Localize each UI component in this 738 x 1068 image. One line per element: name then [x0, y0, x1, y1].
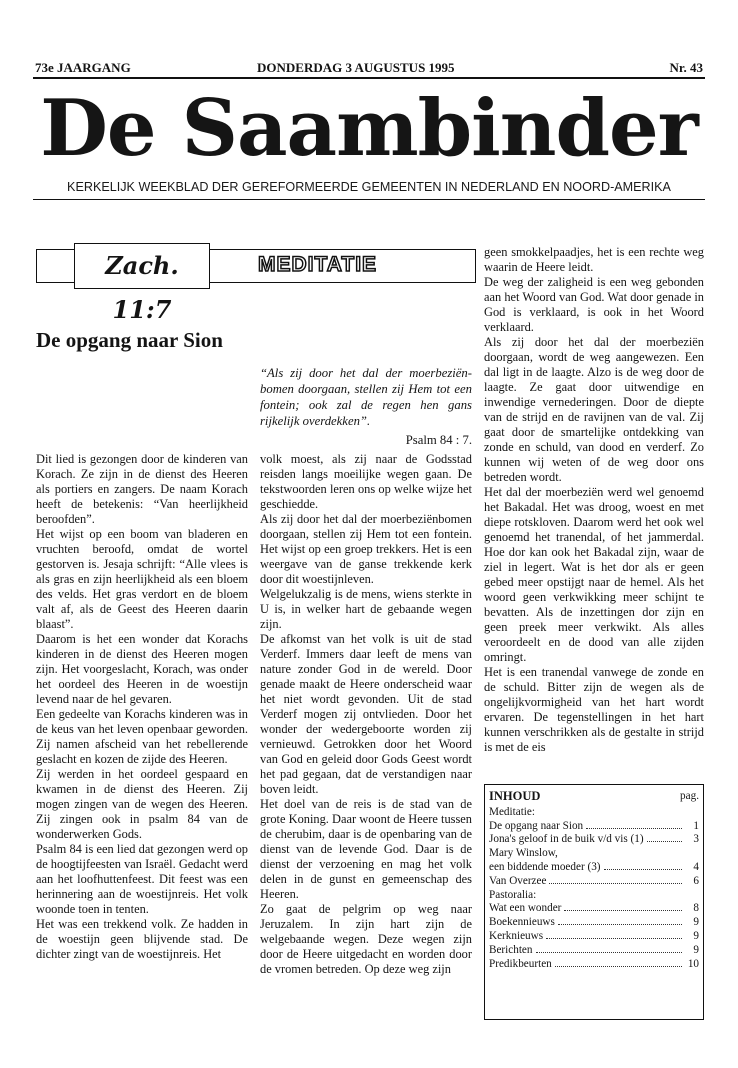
- paragraph: Zij werden in het oordeel gespaard en kwamen in de dienst des Heeren. Zij mogen zingen van de wegen des Heeren. Zij zingen ook in psalm 84 van de wonderwerken Gods.: [36, 767, 248, 841]
- toc-entry-title: De opgang naar Sion: [489, 819, 584, 832]
- toc-entry-title: Boekennieuws: [489, 916, 555, 929]
- article-column-3: [484, 245, 704, 765]
- toc-entry-title: Kerknieuws: [489, 929, 544, 942]
- toc-entry-page: 10: [687, 957, 699, 970]
- toc-entry[interactable]: [489, 916, 699, 930]
- toc-entry-page: 6: [693, 874, 699, 887]
- issue-number: Nr. 43: [669, 60, 703, 75]
- paragraph: De afkomst van het volk is uit de stad Verderf. Immers daar leeft de mens van nature zonder God in de wereld. Door genade maakt de Heere onderscheid waar het niet wordt gevonden. Uit de stad Verderf mogen zij ontvlieden. Door het wonder der wedergeboorte worden zij vernieuwd. Getrokken door het Woord van God en geleid door Gods Geest wordt het pad gegaan, dat de verstandigen naar boven leidt.: [260, 632, 472, 796]
- paragraph: Het wijst op een boom van bladeren en vruchten beroofd, omdat de wortel gestorven is. Jesaja schrijft: “Alle vlees is als gras en zijn heerlijkheid als een bloem des velds. Het gras verdort en de bloem valt af, als de Geest des Heeren daarin blaast”.: [36, 527, 248, 631]
- toc-leader: [564, 910, 682, 911]
- toc-leader: [558, 924, 682, 925]
- section-banner: [36, 243, 476, 324]
- toc-entry-page: 4: [693, 860, 699, 873]
- paragraph: volk moest, als zij naar de Godsstad reisden langs moeilijke wegen gaan. De tekstwoorden leren ons op welke wijze het geschiedde.: [260, 452, 472, 511]
- toc-entry-page: 9: [693, 943, 699, 956]
- paragraph: Het doel van de reis is de stad van de grote Koning. Daar woont de Heere tussen de cherubim, daar is de openbaring van de dienst van de levende God. Daar is de dienst der verzoening en mag het volk delen in de gunst en gemeenschap des Heeren.: [260, 797, 472, 901]
- toc-page-label: pag.: [680, 790, 699, 802]
- article-column-2: [260, 452, 472, 1020]
- paragraph: Het was een trekkend volk. Ze hadden in de woestijn geen blijvende stad. De dichter zingt van de woestijnreis. Het: [36, 917, 248, 961]
- masthead-subtitle: KERKELIJK WEEKBLAD DER GEREFORMEERDE GEMEENTEN IN NEDERLAND EN NOORD-AMERIKA: [67, 180, 671, 194]
- toc-category: Pastoralia:: [489, 888, 537, 901]
- toc-category: Meditatie:: [489, 805, 535, 818]
- toc-entry[interactable]: [489, 958, 699, 972]
- subtitle-rule: [33, 199, 705, 200]
- toc-entry-title: Van Overzee: [489, 874, 547, 887]
- paragraph: Dit lied is gezongen door de kinderen van Korach. Ze zijn in de dienst des Heeren als portiers en zangers. De naam Korach heeft de betekenis: “Van heerlijkheid beroofden”.: [36, 452, 248, 526]
- text-quote: “Als zij door het dal der moerbeziën-bomen doorgaan, stellen zij Hem tot een fontein; ook zal de regen hen gans rijkelijk overdekken”.: [260, 366, 472, 428]
- top-rule: [33, 77, 705, 79]
- toc-entry-page: 9: [693, 916, 699, 929]
- toc-entry[interactable]: [489, 833, 699, 847]
- table-of-contents: [484, 784, 704, 1020]
- paragraph: Als zij door het dal der moerbeziënbomen doorgaan, stellen zij Hem tot een fontein. Het wijst op een groep trekkers. Het is een weergave van de ganse trekkende kerk door dit woestijnleven.: [260, 512, 472, 586]
- toc-entry-page: 8: [693, 902, 699, 915]
- toc-leader: [586, 828, 682, 829]
- toc-entry-title: Wat een wonder: [489, 902, 562, 915]
- article-column-1: [36, 452, 248, 1020]
- toc-leader: [549, 883, 682, 884]
- paragraph: Welgelukzalig is de mens, wiens sterkte in U is, in welker hart de gebaande wegen zijn.: [260, 587, 472, 631]
- toc-title: INHOUD: [489, 789, 541, 803]
- masthead: De Saambinder: [40, 83, 698, 174]
- toc-entry-title: Jona's geloof in de buik v/d vis (1): [489, 833, 644, 846]
- paragraph: Als zij door het dal der moerbeziën doorgaan, wordt de weg aangewezen. Een dal ligt in de laagte. Alzo is de weg door de laagte. Ze gaat door uitwendige en inwendige vernederingen. Door de diepte van de strijd en de ravijnen van de val. Zij gaat door de smartelijke ontdekking van zonde en schuld, van dood en verderf. Zo kunnen wij weten of de weg door ons betreden wordt.: [484, 335, 704, 484]
- paragraph: Zo gaat de pelgrim op weg naar Jeruzalem. In zijn hart zijn de welgebaande wegen. Deze wegen zijn door de Heere uitgedacht en worden door de vromen betreden. Op deze weg zijn: [260, 902, 472, 976]
- paragraph: Een gedeelte van Korachs kinderen was in de keus van het leven openbaar geworden. Zij namen afscheid van het rebellerende geslacht en kozen de zijde des Heeren.: [36, 707, 248, 766]
- toc-entry[interactable]: [489, 875, 699, 889]
- toc-entry[interactable]: [489, 820, 699, 834]
- issue-date: DONDERDAG 3 AUGUSTUS 1995: [257, 60, 455, 75]
- toc-entry[interactable]: [489, 930, 699, 944]
- toc-entry-title: een biddende moeder (3): [489, 860, 601, 873]
- section-label: MEDITATIE: [258, 253, 378, 276]
- toc-entry[interactable]: [489, 902, 699, 916]
- toc-leader: [647, 841, 682, 842]
- paragraph: Daarom is het een wonder dat Korachs kinderen in de dienst des Heeren mogen zijn. Het voorgeslacht, Korach, was onder het oordeel des Heeren in de woestijn levend naar de hel gevaren.: [36, 632, 248, 706]
- paragraph: Het dal der moerbeziën werd wel genoemd het Bakadal. Het was droog, woest en met diepe rotskloven. Daarom werd het ook wel genoemd het tranendal, of het jammerdal. Hoe dor kan ook het Bakadal zijn, waar de ziel in legert. Wat is het dor als er geen gebed meer opstijgt naar de hemel. Als het woord geen verkwikking meer schijnt te bevatten. Als de inzettingen dor zijn en geen preek meer verkwikt. Als alles veroordeelt en de dood van alle zijden omringt.: [484, 485, 704, 664]
- paragraph: geen smokkelpaadjes, het is een rechte weg waarin de Heere leidt.: [484, 245, 704, 274]
- toc-leader: [604, 869, 682, 870]
- toc-category: Mary Winslow,: [489, 847, 558, 860]
- toc-entry-title: Berichten: [489, 943, 533, 956]
- scripture-reference: Zach. 11:7: [74, 243, 210, 289]
- paragraph: De weg der zaligheid is een weg gebonden aan het Woord van God. Wat door genade in God is verklaard, is ook in het Woord verklaard.: [484, 275, 704, 334]
- toc-leader: [555, 966, 682, 967]
- paragraph: Het is een tranendal vanwege de zonde en de schuld. Bitter zijn de wegen als de ongelijkvormigheid van het hart wordt ervaren. De tegenstellingen in het hart kunnen verschrikken als de gestalte in strijd is met de eis: [484, 665, 704, 754]
- article-title: De opgang naar Sion: [36, 328, 223, 352]
- toc-entry-page: 3: [693, 833, 699, 846]
- toc-header: [489, 790, 699, 804]
- toc-entry-page: 1: [693, 819, 699, 832]
- toc-entry-page: 9: [693, 929, 699, 942]
- toc-leader: [536, 952, 683, 953]
- jaargang: 73e JAARGANG: [35, 60, 131, 75]
- toc-entry-title: Predikbeurten: [489, 957, 552, 970]
- toc-entry[interactable]: [489, 944, 699, 958]
- top-line: [35, 60, 703, 76]
- quote-reference: Psalm 84 : 7.: [405, 433, 472, 447]
- toc-entry[interactable]: [489, 861, 699, 875]
- paragraph: Psalm 84 is een lied dat gezongen werd op de hoogtijfeesten van Israël. Gedacht werd aan het loofhuttenfeest. Dit feest was een herinnering aan de woestijnreis. Het volk woonde toen in tenten.: [36, 842, 248, 916]
- toc-leader: [546, 938, 682, 939]
